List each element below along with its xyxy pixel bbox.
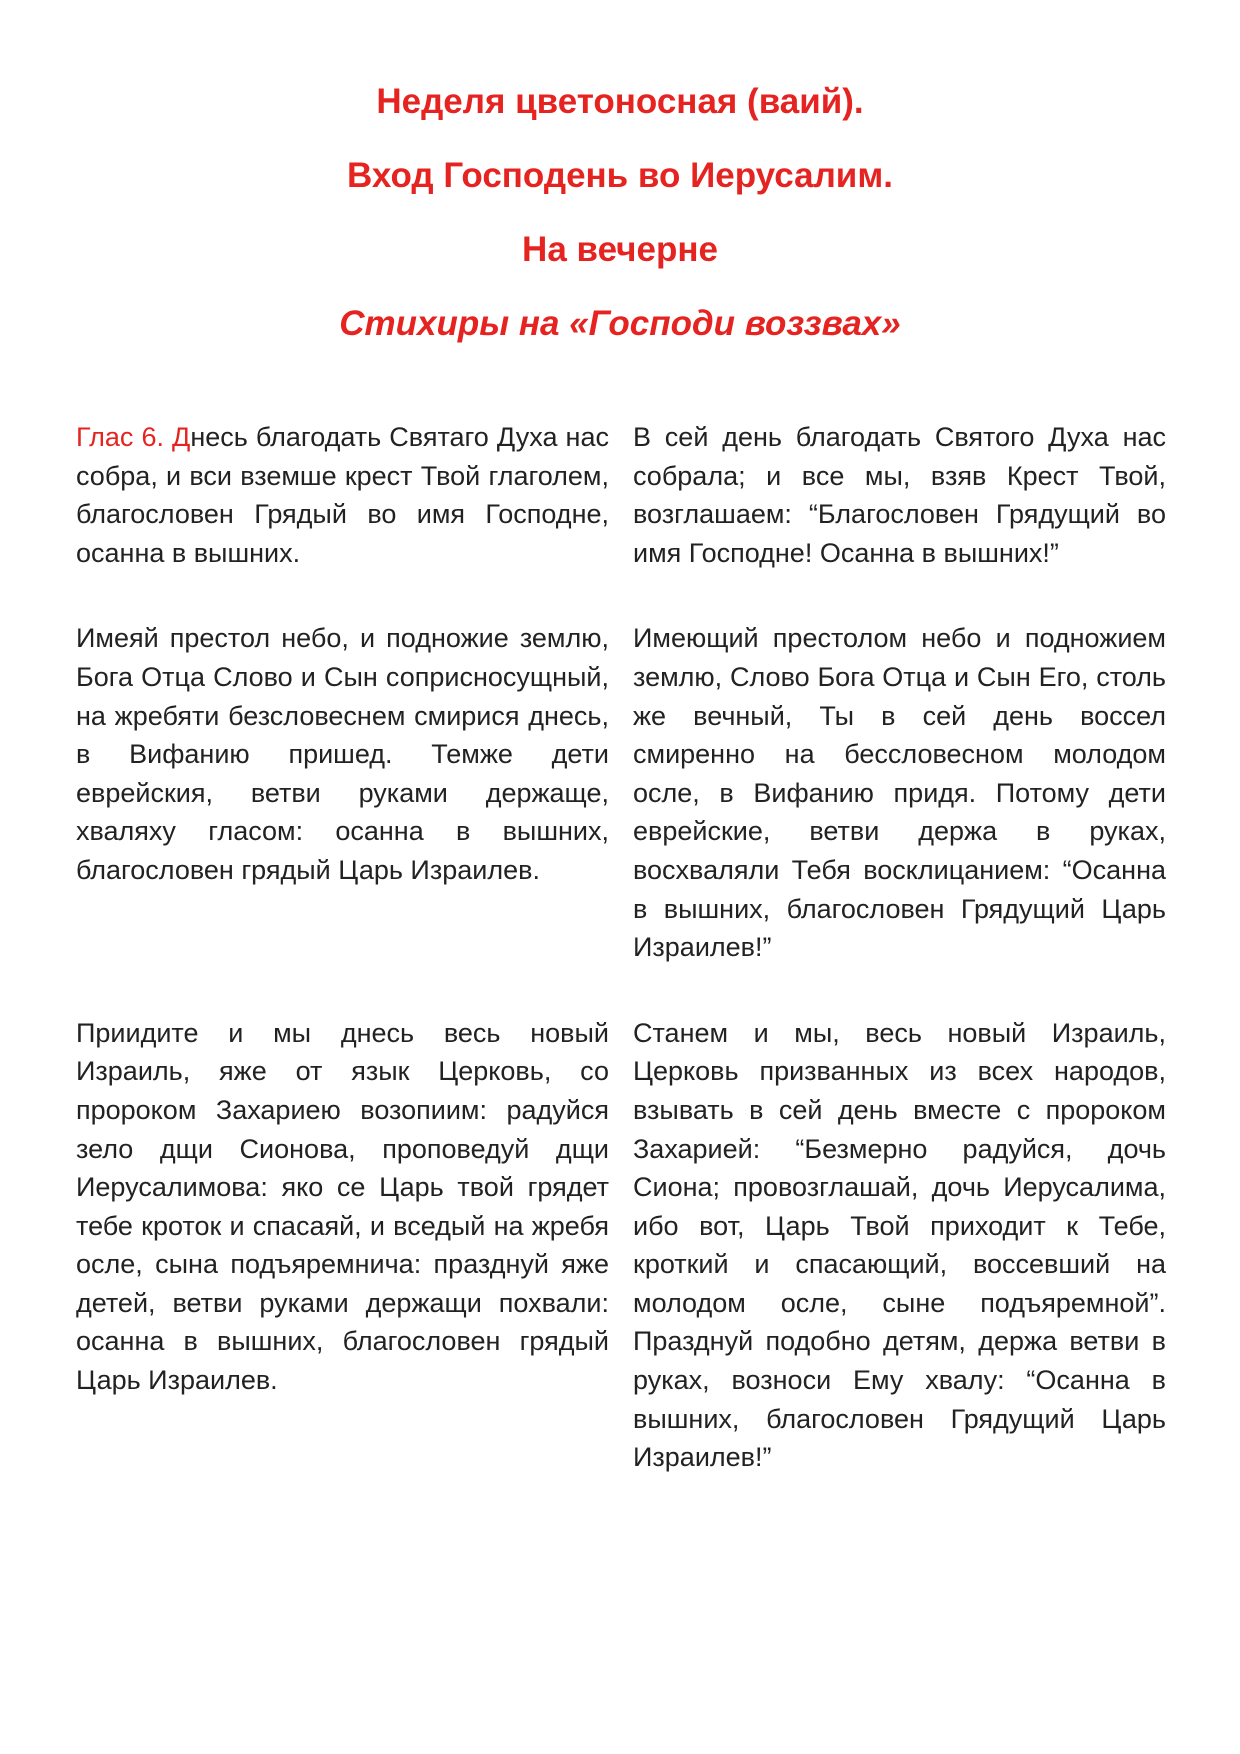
page-title: Неделя цветоносная (ваий). xyxy=(376,82,864,121)
feast-subtitle: Вход Господень во Иерусалим. xyxy=(347,156,893,195)
russian-text: Имеющий престолом небо и подножием землю, Слово Бога Отца и Сын Его, столь же вечный, Ты в сей день воссел смиренно на бессловесном молодом осле, в Вифанию придя. Потому дети еврейские, ветви держа в руках, восхваляли Тебя восклицанием: “Осанна в вышних, благословен Грядущий Царь Израилев!” xyxy=(633,623,1166,963)
sticheron-row-1 xyxy=(76,418,1166,572)
section-heading: Стихиры на «Господи воззвах» xyxy=(339,304,901,343)
service-heading: На вечерне xyxy=(522,230,718,269)
initial-letter: Д xyxy=(172,422,191,452)
sticheron-row-2 xyxy=(76,619,1166,966)
russian-text: Станем и мы, весь новый Израиль, Церковь призванных из всех народов, взывать в сей день вместе с пророком Захарией: “Безмерно радуйся, дочь Сиона; провозглашай, дочь Иерусалима, ибо вот, Царь Твой приходит к Тебе, кроткий и спасающий, воссевший на молодом осле, сыне подъяремной”. Празднуй подобно детям, держа ветви в руках, возноси Ему хвалу: “Осанна в вышних, благословен Грядущий Царь Израилев!” xyxy=(633,1017,1166,1473)
tone-label: Глас 6. xyxy=(76,422,164,452)
slavonic-text: Имеяй престол небо, и подножие землю, Бога Отца Слово и Сын соприсносущный, на жребяти безсловеснем смирися днесь, в Вифанию пришед. Темже дети еврейския, ветви руками держаще, хваляху гласом: осанна в вышних, благословен грядый Царь Израилев. xyxy=(76,623,609,885)
parallel-text xyxy=(76,418,1166,1524)
russian-text: В сей день благодать Святого Духа нас собрала; и все мы, взяв Крест Твой, возглашаем: “Благословен Грядущий во имя Господне! Осанна в вышних!” xyxy=(633,422,1166,568)
slavonic-paragraph xyxy=(76,1014,609,1477)
slavonic-text: Приидите и мы днесь весь новый Израиль, яже от язык Церковь, со пророком Захариею возопиим: радуйся зело дщи Сионова, проповедуй дщи Иерусалимова: яко се Царь твой грядет тебе кроток и спасаяй, и вседый на жребя осле, сына подъяремнича: празднуй яже детей, ветви руками держащи похвали: осанна в вышних, благословен грядый Царь Израилев. xyxy=(76,1017,609,1396)
slavonic-paragraph xyxy=(76,418,609,572)
russian-paragraph xyxy=(633,619,1166,966)
russian-paragraph xyxy=(633,1014,1166,1477)
slavonic-paragraph xyxy=(76,619,609,966)
sticheron-row-3 xyxy=(76,1014,1166,1477)
heading-block xyxy=(0,82,1240,378)
russian-paragraph xyxy=(633,418,1166,572)
slavonic-text: несь благодать Святаго Духа нас собра, и вси вземше крест Твой глаголем, благословен Грядый во имя Господне, осанна в вышних. xyxy=(76,422,609,568)
